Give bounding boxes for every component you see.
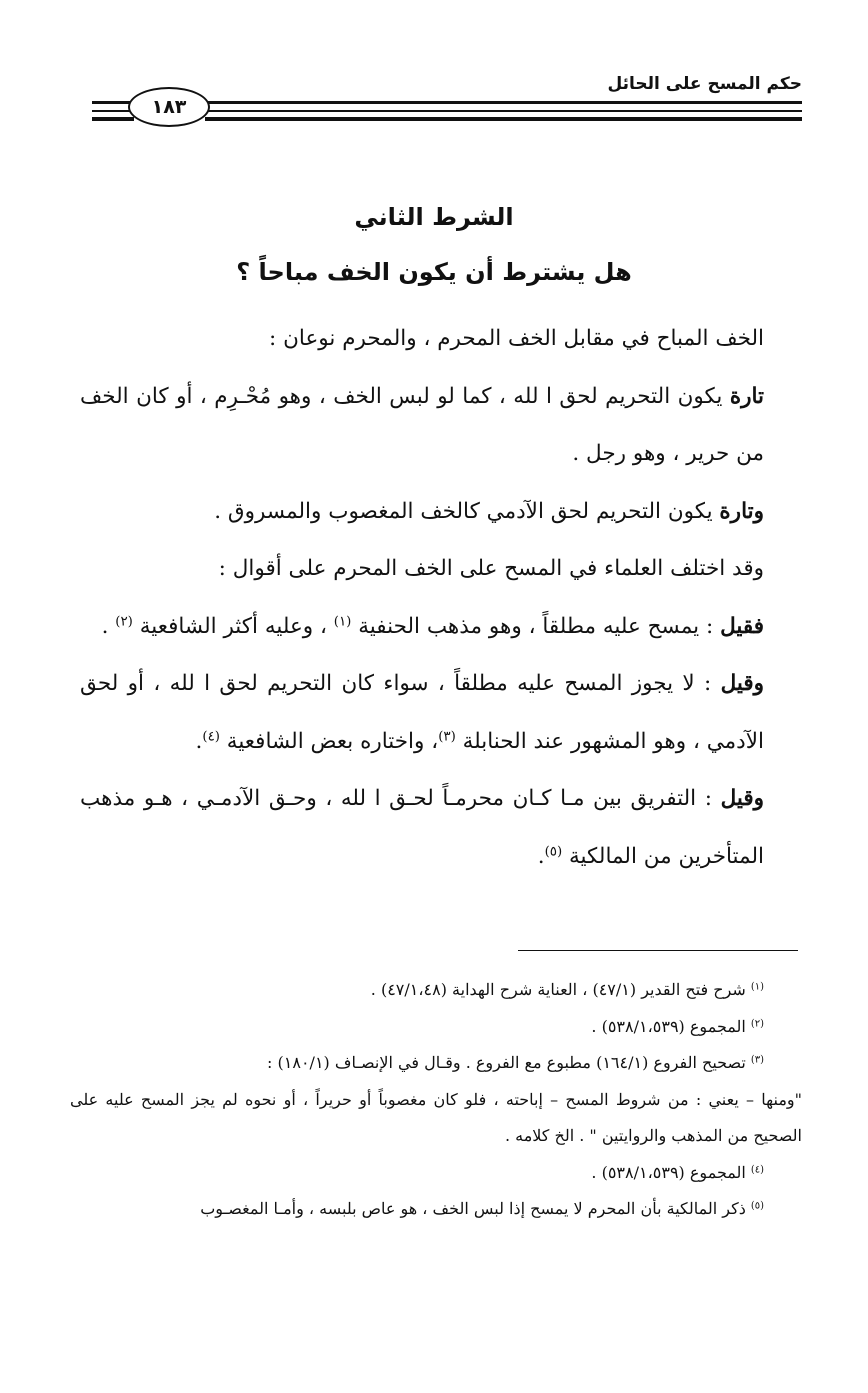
footnote-mark: (٢) bbox=[750, 1018, 764, 1030]
paragraph: وتارة يكون التحريم لحق الآدمي كالخف المغصوب والمسروق . bbox=[214, 498, 764, 524]
footnote-separator bbox=[518, 950, 798, 951]
paragraph: وقد اختلف العلماء في المسح على الخف المحرم على أقوال : bbox=[218, 556, 764, 581]
header-rule bbox=[205, 117, 802, 121]
paragraph-lead: فقيل bbox=[720, 613, 764, 639]
footnote-ref: (٢) bbox=[115, 614, 133, 630]
footnote-mark: (٣) bbox=[750, 1054, 764, 1066]
footnotes bbox=[70, 972, 802, 1228]
footnote: $^{(١)}$ شرح فتح القدير (٤٧/١) ، العناية شرح الهداية (٤٧/١،٤٨) . bbox=[370, 980, 764, 999]
paragraph-lead: تارة bbox=[729, 383, 764, 409]
header-rule bbox=[92, 117, 134, 121]
footnote: $^{(٥)}$ ذكر المالكية بأن المحرم لا يمسح إذا لبس الخف ، هو عاص بلبسه ، وأمـا المغصـوب bbox=[200, 1199, 764, 1218]
footnote: $^{(٢)}$ المجموع (٥٣٨/١،٥٣٩) . bbox=[591, 1016, 764, 1036]
paragraph-lead: وتارة bbox=[719, 498, 764, 524]
section-question: هل يشترط أن يكون الخف مباحاً ؟ bbox=[236, 258, 632, 286]
footnote-ref: (٥) bbox=[544, 844, 563, 860]
footnote-ref: (١) bbox=[333, 614, 352, 630]
section-heading: الشرط الثاني bbox=[354, 203, 514, 231]
header-rule bbox=[205, 101, 802, 104]
footnote-ref: (٣) bbox=[438, 729, 456, 745]
footnote-mark: (٤) bbox=[750, 1164, 764, 1176]
body-text bbox=[80, 310, 802, 885]
footnote-continuation: "ومنها – يعني : من شروط المسح – إباحته ، فلو كان مغصوباً أو حريراً ، أو نحوه لم يجز المسح عليه على الصحيح من المذهب والروايتين " . الخ كلامه . bbox=[70, 1089, 802, 1145]
running-title: حكم المسح على الحائل bbox=[607, 74, 802, 94]
footnote: $^{(٤)}$ المجموع (٥٣٨/١،٥٣٩) . bbox=[591, 1162, 764, 1182]
paragraph-lead: وقيل bbox=[720, 671, 764, 696]
header-rule bbox=[205, 110, 802, 112]
footnote: $^{(٣)}$ تصحيح الفروع (١٦٤/١) مطبوع مع الفروع . وقـال في الإنصـاف (١٨٠/١) : bbox=[267, 1053, 764, 1072]
page-number: ١٨٣ bbox=[128, 87, 210, 127]
paragraph-lead: وقيل bbox=[720, 786, 764, 811]
footnote-mark: (١) bbox=[750, 981, 764, 993]
paragraph: وقيل : التفريق بين مـا كـان محرمـاً لحـق ا لله ، وحـق الآدمـي ، هـو مذهب المتأخرين من المالكية $^{(٥)}$. bbox=[80, 786, 764, 869]
paragraph: فقيل : يمسح عليه مطلقاً ، وهو مذهب الحنفية $^{(١)}$ ، وعليه أكثر الشافعية $^{(٢)}$ . bbox=[101, 613, 764, 639]
paragraph: تارة يكون التحريم لحق ا لله ، كما لو لبس الخف ، وهو مُحْـرِم ، أو كان الخف من حرير ، وهو رجل . bbox=[80, 383, 764, 466]
paragraph: وقيل : لا يجوز المسح عليه مطلقاً ، سواء كان التحريم لحق ا لله ، أو لحق الآدمي ، وهو المشهور عند الحنابلة $^{(٣)}$، واختاره بعض الشافعية $^{(٤)}$. bbox=[80, 671, 764, 754]
footnote-mark: (٥) bbox=[750, 1200, 764, 1212]
paragraph: الخف المباح في مقابل الخف المحرم ، والمحرم نوعان : bbox=[269, 326, 764, 351]
footnote-ref: (٤) bbox=[202, 729, 220, 745]
